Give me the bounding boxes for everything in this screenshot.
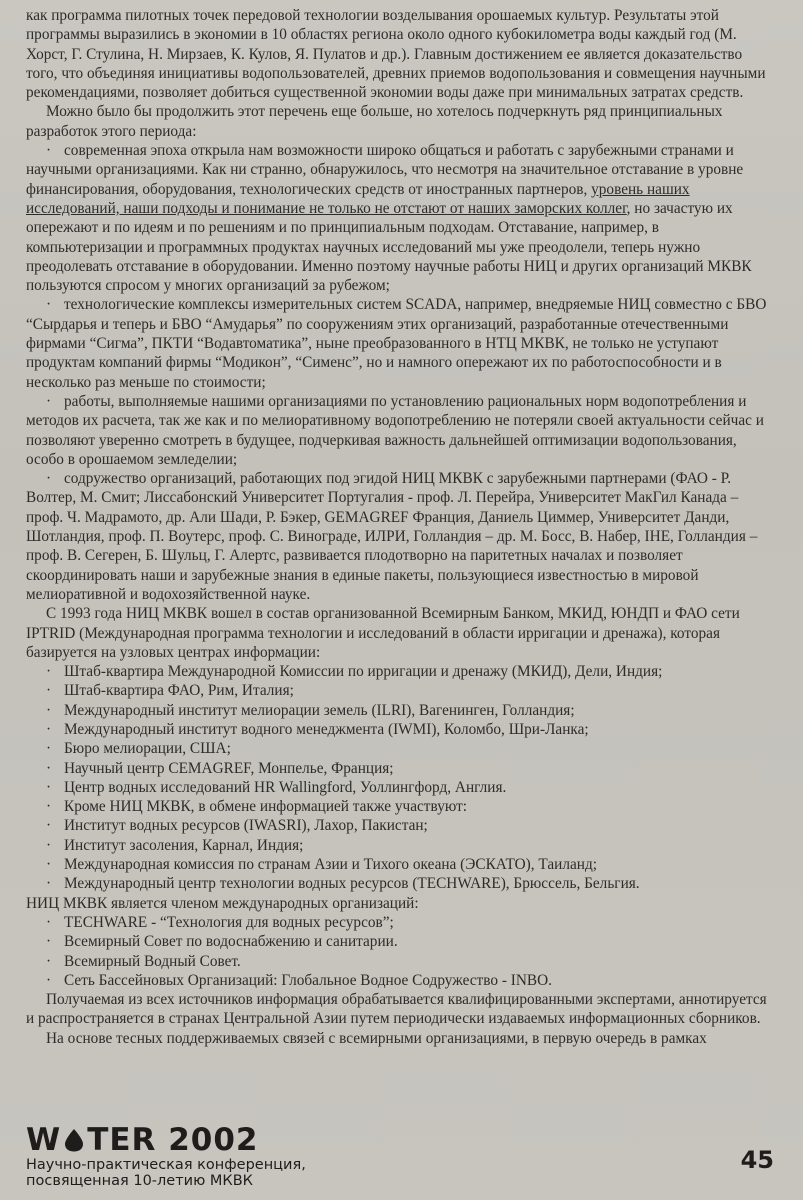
list-item (26, 971, 776, 990)
bullet-mark: · (46, 142, 52, 160)
bullet-mark: · (46, 701, 52, 719)
bullet-mark: · (46, 759, 52, 777)
bullet-mark: · (46, 913, 52, 931)
information-centers-list (26, 662, 776, 894)
list-item-text: Центр водных исследований HR Wallingford, Уоллингфорд, Англия. (64, 778, 507, 796)
logo-text: TER 2002 (87, 1122, 259, 1158)
page-footer (26, 1124, 786, 1194)
subtitle-line-1: Научно-практическая конференция, (26, 1157, 306, 1173)
memberships-list (26, 913, 776, 990)
list-item-text: Штаб-квартира ФАО, Рим, Италия; (64, 682, 294, 700)
list-item (26, 913, 776, 932)
underlined-phrase: уровень наших исследований, наши подходы и понимание не только не отстают от наших заморских коллег (26, 180, 690, 217)
water-drop-icon (61, 1128, 87, 1152)
list-item (26, 701, 776, 720)
bullet-mark: · (46, 682, 52, 700)
list-item (26, 720, 776, 739)
list-item-text: Международный центр технологии водных ресурсов (TECHWARE), Брюссель, Бельгия. (64, 875, 640, 893)
bullet-mark: · (46, 952, 52, 970)
body-text (26, 6, 776, 1048)
list-item-text: Институт водных ресурсов (IWASRI), Лахор, Пакистан; (64, 817, 428, 835)
paragraph-2: Можно было бы продолжить этот перечень еще больше, но хотелось подчеркнуть ряд принципиальных разработок этого периода: (26, 103, 723, 140)
list-item (26, 681, 776, 700)
bullet-paragraph-2 (26, 295, 776, 391)
paragraph-5: Получаемая из всех источников информация обрабатывается квалифицированными экспертами, аннотируется и распространяется в странах Центральной Азии путем периодически издаваемых информационных сборников. (26, 991, 767, 1028)
bullet-mark: · (46, 720, 52, 738)
bullet-paragraph-1 (26, 141, 776, 295)
list-item (26, 759, 776, 778)
conference-subtitle (26, 1157, 306, 1189)
subtitle-line-2: посвященная 10-летию МКВК (26, 1173, 253, 1189)
list-item (26, 739, 776, 758)
bullet-mark: · (46, 836, 52, 854)
bullet-4-text: содружество организаций, работающих под эгидой НИЦ МКВК с зарубежными партнерами (ФАО - Р. Волтер, М. Смит; Лиссабонский Университет Португалия - проф. Л. Перейра, Университет МакГил Канада – проф. Ч. Мадрамото, др. Али Шади, Р. Бэкер, GEMAGREF Франция, Даниель Циммер, Университет Данди, Шотландия, проф. П. Воутерс, проф. С. Винограде, ИЛРИ, Голландия – др. М. Босс, В. Набер, IHE, Голландия – проф. В. Сегерен, Б. Шульц, Г. Алертс, развивается плодотворно на паритетных началах и позволяет скоординировать наши и зарубежные знания в единые пакеты, пользующиеся известностью в мировой мелиоративной и водохозяйственной науке. (26, 470, 758, 603)
list-item-text: Международный институт мелиорации земель (ILRI), Вагенинген, Голландия; (64, 701, 575, 719)
list-item (26, 874, 776, 893)
bullet-mark: · (46, 817, 52, 835)
bullet-mark: · (46, 663, 52, 681)
list-item-text: Всемирный Совет по водоснабжению и санитарии. (64, 933, 398, 951)
paragraph-3: С 1993 года НИЦ МКВК вошел в состав организованной Всемирным Банком, МКИД, ЮНДП и ФАО сети IPTRID (Международная программа технологии и исследований в области ирригации и дренажа), которая базируется на узловых центрах информации: (26, 605, 740, 661)
list-item (26, 662, 776, 681)
page-number: 45 (740, 1146, 774, 1174)
list-item (26, 952, 776, 971)
bullet-mark: · (46, 470, 52, 488)
list-item (26, 932, 776, 951)
bullet-paragraph-4 (26, 469, 776, 604)
bullet-mark: · (46, 875, 52, 893)
list-item-text: Сеть Бассейновых Организаций: Глобальное Водное Содружество - INBO. (64, 971, 552, 989)
list-item-text: TECHWARE - “Технология для водных ресурсов”; (64, 913, 394, 931)
bullet-1-text-b: , но зачастую их опережают и по идеям и по решениям и по принципиальным подходам. Отставание, например, в компьютеризации и программных продуктах научных исследований мы уже преодолели, теперь нужно преодолевать отставание в оборудовании. Именно поэтому научные работы НИЦ и других организаций МКВК пользуются спросом у многих организаций за рубежом; (26, 199, 752, 295)
bullet-mark: · (46, 933, 52, 951)
bullet-2-text: технологические комплексы измерительных систем SCADA, например, внедряемые НИЦ совместно с БВО “Сырдарья и теперь и БВО “Амударья” по сооружениям этих организаций, разработанные отечественными фирмами “Сигма”, ПКТИ “Водавтоматика”, ныне преобразованного в НТЦ МКВК, не только не уступают продуктам компаний фирмы “Модикон”, “Сименс”, но и намного опережают их по работоспособности и в несколько раз меньше по стоимости; (26, 296, 767, 391)
paragraph-1: как программа пилотных точек передовой технологии возделывания орошаемых культур. Результаты этой программы выразились в экономии в 10 областях региона около одного кубокилометра воды каждый год (М. Хорст, Г. Стулина, Н. Мирзаев, К. Кулов, Я. Пулатов и др.). Главным достижением ее является доказательство того, что объединяя инициативы водопользователей, древних приемов водопользования и совмещения научными рекомендациями, позволяет добиться существенной экономии воды даже при минимальных затратах средств. (26, 7, 766, 102)
list-item (26, 855, 776, 874)
bullet-1-text-a: современная эпоха открыла нам возможности широко общаться и работать с зарубежными странами и научными организациями. Как ни странно, обнаружилось, что несмотря на значительное отставание в уровне финансирования, оборудования, технологических средств от иностранных партнеров, (26, 142, 744, 198)
list-item-text: Международный институт водного менеджмента (IWMI), Коломбо, Шри-Ланка; (64, 720, 589, 738)
list-item (26, 778, 776, 797)
list-item-text: Всемирный Водный Совет. (64, 952, 241, 970)
list-item (26, 836, 776, 855)
list-item-text: Бюро мелиорации, США; (64, 740, 231, 758)
bullet-mark: · (46, 740, 52, 758)
bullet-mark: · (46, 971, 52, 989)
list-item (26, 797, 776, 816)
conference-logo (26, 1124, 258, 1156)
list-item (26, 816, 776, 835)
paragraph-6: На основе тесных поддерживаемых связей с всемирными организациями, в первую очередь в рамках (46, 1029, 707, 1047)
bullet-3-text: работы, выполняемые нашими организациями по установлению рациональных норм водопотребления и методов их расчета, так же как и по мелиоративному водопотреблению не потеряли своей актуальности сейчас и позволяют уверенно смотреть в будущее, подчеркивая важность дальнейшей оптимизации водопользования, особо в орошаемом земледелии; (26, 392, 764, 468)
logo-letter-w: W (26, 1122, 62, 1158)
list-item-text: Кроме НИЦ МКВК, в обмене информацией также участвуют: (64, 798, 467, 816)
list-item-text: Институт засоления, Карнал, Индия; (64, 836, 304, 854)
bullet-mark: · (46, 392, 52, 410)
bullet-mark: · (46, 798, 52, 816)
bullet-mark: · (46, 856, 52, 874)
paragraph-4: НИЦ МКВК является членом международных организаций: (26, 894, 419, 912)
list-item-text: Международная комиссия по странам Азии и Тихого океана (ЭСКАТО), Таиланд; (64, 856, 597, 874)
list-item-text: Научный центр CEMAGREF, Монпелье, Франция; (64, 759, 394, 777)
list-item-text: Штаб-квартира Международной Комиссии по ирригации и дренажу (МКИД), Дели, Индия; (64, 663, 663, 681)
bullet-paragraph-3 (26, 392, 776, 469)
bullet-mark: · (46, 296, 52, 314)
bullet-mark: · (46, 778, 52, 796)
